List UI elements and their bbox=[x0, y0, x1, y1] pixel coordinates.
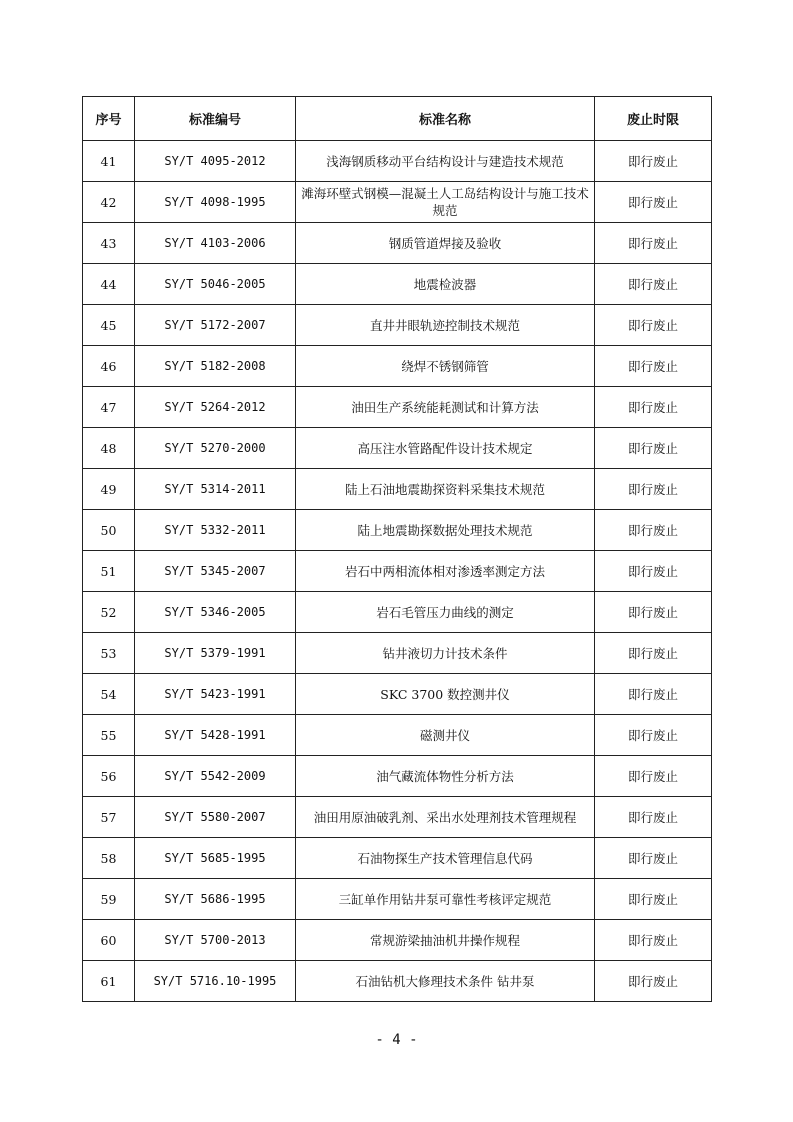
table-row bbox=[83, 715, 712, 756]
cell-index: 42 bbox=[83, 182, 135, 223]
table-row bbox=[83, 305, 712, 346]
cell-name: 高压注水管路配件设计技术规定 bbox=[296, 428, 595, 469]
cell-deadline: 即行废止 bbox=[595, 920, 712, 961]
cell-code: SY/T 5716.10-1995 bbox=[135, 961, 296, 1002]
cell-deadline: 即行废止 bbox=[595, 346, 712, 387]
cell-code: SY/T 4103-2006 bbox=[135, 223, 296, 264]
cell-index: 53 bbox=[83, 633, 135, 674]
cell-name: 磁测井仪 bbox=[296, 715, 595, 756]
cell-index: 41 bbox=[83, 141, 135, 182]
cell-deadline: 即行废止 bbox=[595, 223, 712, 264]
cell-index: 54 bbox=[83, 674, 135, 715]
cell-code: SY/T 5346-2005 bbox=[135, 592, 296, 633]
cell-deadline: 即行废止 bbox=[595, 510, 712, 551]
cell-deadline: 即行废止 bbox=[595, 264, 712, 305]
cell-code: SY/T 5182-2008 bbox=[135, 346, 296, 387]
cell-code: SY/T 5542-2009 bbox=[135, 756, 296, 797]
cell-code: SY/T 5700-2013 bbox=[135, 920, 296, 961]
table-row bbox=[83, 223, 712, 264]
cell-index: 46 bbox=[83, 346, 135, 387]
cell-name: 陆上地震勘探数据处理技术规范 bbox=[296, 510, 595, 551]
cell-index: 45 bbox=[83, 305, 135, 346]
cell-index: 57 bbox=[83, 797, 135, 838]
cell-code: SY/T 5685-1995 bbox=[135, 838, 296, 879]
cell-code: SY/T 5423-1991 bbox=[135, 674, 296, 715]
cell-deadline: 即行废止 bbox=[595, 674, 712, 715]
col-header-code: 标准编号 bbox=[135, 97, 296, 141]
cell-name: 地震检波器 bbox=[296, 264, 595, 305]
cell-deadline: 即行废止 bbox=[595, 141, 712, 182]
table-row bbox=[83, 961, 712, 1002]
cell-index: 49 bbox=[83, 469, 135, 510]
cell-name: SKC 3700 数控测井仪 bbox=[296, 674, 595, 715]
cell-index: 47 bbox=[83, 387, 135, 428]
table-row bbox=[83, 469, 712, 510]
table-row bbox=[83, 592, 712, 633]
cell-code: SY/T 5345-2007 bbox=[135, 551, 296, 592]
cell-name: 石油物探生产技术管理信息代码 bbox=[296, 838, 595, 879]
table-row bbox=[83, 674, 712, 715]
col-header-index: 序号 bbox=[83, 97, 135, 141]
cell-name: 石油钻机大修理技术条件 钻井泵 bbox=[296, 961, 595, 1002]
table-row bbox=[83, 182, 712, 223]
cell-code: SY/T 5332-2011 bbox=[135, 510, 296, 551]
cell-index: 56 bbox=[83, 756, 135, 797]
cell-index: 48 bbox=[83, 428, 135, 469]
cell-index: 52 bbox=[83, 592, 135, 633]
cell-name: 绕焊不锈钢筛管 bbox=[296, 346, 595, 387]
table-body bbox=[83, 141, 712, 1002]
col-header-deadline: 废止时限 bbox=[595, 97, 712, 141]
header-row bbox=[83, 97, 712, 141]
cell-deadline: 即行废止 bbox=[595, 797, 712, 838]
cell-index: 60 bbox=[83, 920, 135, 961]
table-row bbox=[83, 387, 712, 428]
cell-index: 51 bbox=[83, 551, 135, 592]
cell-deadline: 即行废止 bbox=[595, 428, 712, 469]
cell-deadline: 即行废止 bbox=[595, 756, 712, 797]
cell-deadline: 即行废止 bbox=[595, 469, 712, 510]
cell-name: 钢质管道焊接及验收 bbox=[296, 223, 595, 264]
standards-table bbox=[82, 96, 712, 1002]
cell-code: SY/T 5172-2007 bbox=[135, 305, 296, 346]
cell-code: SY/T 5270-2000 bbox=[135, 428, 296, 469]
cell-code: SY/T 4098-1995 bbox=[135, 182, 296, 223]
cell-index: 43 bbox=[83, 223, 135, 264]
table-row bbox=[83, 838, 712, 879]
page-number: - 4 - bbox=[375, 1032, 418, 1048]
cell-deadline: 即行废止 bbox=[595, 715, 712, 756]
table-row bbox=[83, 346, 712, 387]
cell-name: 三缸单作用钻井泵可靠性考核评定规范 bbox=[296, 879, 595, 920]
table-row bbox=[83, 264, 712, 305]
cell-code: SY/T 5314-2011 bbox=[135, 469, 296, 510]
cell-deadline: 即行废止 bbox=[595, 305, 712, 346]
table-row bbox=[83, 879, 712, 920]
cell-name: 滩海环壁式钢模—混凝土人工岛结构设计与施工技术规范 bbox=[296, 182, 595, 223]
cell-index: 55 bbox=[83, 715, 135, 756]
table-row bbox=[83, 633, 712, 674]
table-row bbox=[83, 428, 712, 469]
cell-code: SY/T 5379-1991 bbox=[135, 633, 296, 674]
cell-name: 直井井眼轨迹控制技术规范 bbox=[296, 305, 595, 346]
table-row bbox=[83, 141, 712, 182]
cell-name: 浅海钢质移动平台结构设计与建造技术规范 bbox=[296, 141, 595, 182]
table-row bbox=[83, 756, 712, 797]
cell-code: SY/T 5046-2005 bbox=[135, 264, 296, 305]
cell-index: 59 bbox=[83, 879, 135, 920]
cell-code: SY/T 5580-2007 bbox=[135, 797, 296, 838]
table-row bbox=[83, 510, 712, 551]
cell-deadline: 即行废止 bbox=[595, 551, 712, 592]
cell-name: 陆上石油地震勘探资料采集技术规范 bbox=[296, 469, 595, 510]
cell-name: 油田用原油破乳剂、采出水处理剂技术管理规程 bbox=[296, 797, 595, 838]
cell-deadline: 即行废止 bbox=[595, 961, 712, 1002]
cell-name: 岩石中两相流体相对渗透率测定方法 bbox=[296, 551, 595, 592]
cell-name: 钻井液切力计技术条件 bbox=[296, 633, 595, 674]
table-row bbox=[83, 797, 712, 838]
cell-deadline: 即行废止 bbox=[595, 592, 712, 633]
cell-index: 58 bbox=[83, 838, 135, 879]
cell-name: 油气藏流体物性分析方法 bbox=[296, 756, 595, 797]
cell-index: 61 bbox=[83, 961, 135, 1002]
cell-name: 常规游梁抽油机井操作规程 bbox=[296, 920, 595, 961]
cell-deadline: 即行废止 bbox=[595, 879, 712, 920]
cell-index: 50 bbox=[83, 510, 135, 551]
table-row bbox=[83, 920, 712, 961]
cell-index: 44 bbox=[83, 264, 135, 305]
col-header-name: 标准名称 bbox=[296, 97, 595, 141]
cell-deadline: 即行废止 bbox=[595, 387, 712, 428]
cell-code: SY/T 5686-1995 bbox=[135, 879, 296, 920]
cell-name: 油田生产系统能耗测试和计算方法 bbox=[296, 387, 595, 428]
cell-deadline: 即行废止 bbox=[595, 633, 712, 674]
cell-deadline: 即行废止 bbox=[595, 838, 712, 879]
cell-code: SY/T 4095-2012 bbox=[135, 141, 296, 182]
cell-deadline: 即行废止 bbox=[595, 182, 712, 223]
table-row bbox=[83, 551, 712, 592]
cell-code: SY/T 5264-2012 bbox=[135, 387, 296, 428]
cell-name: 岩石毛管压力曲线的测定 bbox=[296, 592, 595, 633]
cell-code: SY/T 5428-1991 bbox=[135, 715, 296, 756]
